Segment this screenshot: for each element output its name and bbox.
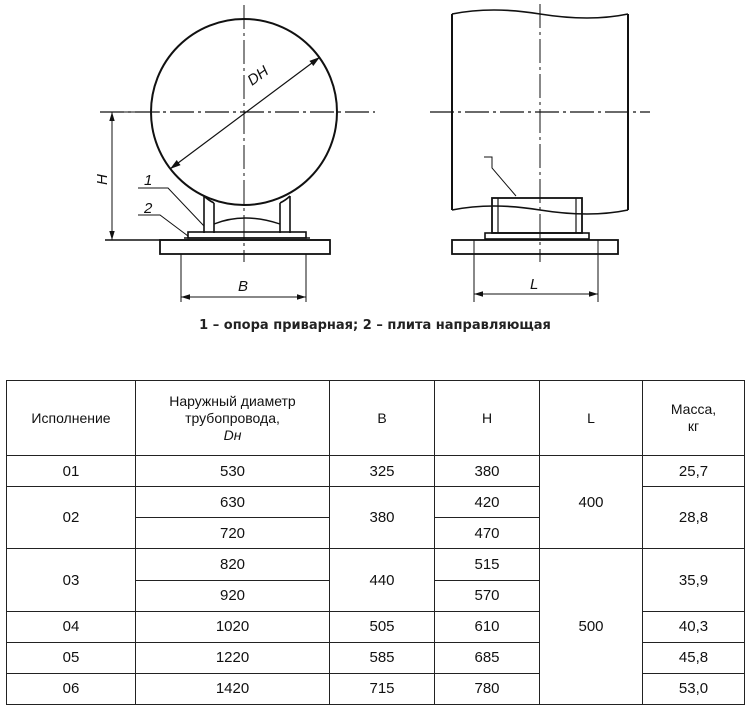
cell-variant: 03 (7, 549, 136, 611)
cell-h: 685 (435, 642, 540, 673)
cell-mass: 53,0 (643, 673, 745, 704)
cell-dn: 1420 (136, 673, 330, 704)
figure-caption: 1 – опора приварная; 2 – плита направляющая (199, 318, 551, 333)
cell-b: 715 (330, 673, 435, 704)
cell-h: 570 (435, 580, 540, 611)
cell-dn: 820 (136, 549, 330, 580)
cell-h: 515 (435, 549, 540, 580)
cell-variant: 04 (7, 611, 136, 642)
cell-dn: 920 (136, 580, 330, 611)
cell-variant: 06 (7, 673, 136, 704)
cell-dn: 720 (136, 518, 330, 549)
cell-b: 440 (330, 549, 435, 611)
cell-b: 325 (330, 456, 435, 487)
header-mass (643, 381, 745, 456)
technical-drawing (0, 0, 750, 310)
cell-h: 420 (435, 487, 540, 518)
cell-mass: 25,7 (643, 456, 745, 487)
cell-h: 780 (435, 673, 540, 704)
header-mass-line1: Масса, (670, 401, 717, 417)
cell-mass: 45,8 (643, 642, 745, 673)
cell-h: 380 (435, 456, 540, 487)
cell-mass: 28,8 (643, 487, 745, 549)
cell-h: 610 (435, 611, 540, 642)
header-diameter-symbol: Dн (223, 426, 242, 443)
cell-variant: 05 (7, 642, 136, 673)
header-diameter (136, 381, 330, 456)
drawing-svg (0, 0, 750, 310)
cell-b: 505 (330, 611, 435, 642)
header-h: H (435, 381, 540, 456)
cell-mass: 40,3 (643, 611, 745, 642)
cell-dn: 1220 (136, 642, 330, 673)
cell-variant: 02 (7, 487, 136, 549)
cell-mass: 35,9 (643, 549, 745, 611)
header-b: B (330, 381, 435, 456)
label-position-2: 2 (144, 200, 153, 217)
cell-variant: 01 (7, 456, 136, 487)
side-view (430, 4, 650, 302)
cell-h: 470 (435, 518, 540, 549)
header-diameter-line2: трубопровода, (185, 409, 280, 426)
cell-dn: 1020 (136, 611, 330, 642)
header-l: L (540, 381, 643, 456)
label-position-1: 1 (144, 172, 153, 189)
table-row (7, 549, 745, 580)
cell-b: 380 (330, 487, 435, 549)
cell-dn: 630 (136, 487, 330, 518)
cell-b: 585 (330, 642, 435, 673)
label-dn: DН (244, 62, 272, 90)
header-mass-line2: кг (687, 418, 700, 434)
header-diameter-line1: Наружный диаметр (169, 392, 296, 409)
cell-l: 400 (540, 456, 643, 549)
header-variant: Исполнение (7, 381, 136, 456)
cell-dn: 530 (136, 456, 330, 487)
table-header-row (7, 381, 745, 456)
cell-l: 500 (540, 549, 643, 705)
label-l: L (530, 276, 539, 293)
front-view (100, 5, 375, 302)
table-row (7, 456, 745, 487)
label-b: B (238, 278, 249, 295)
specification-table (6, 380, 745, 705)
label-h: H (94, 174, 111, 185)
